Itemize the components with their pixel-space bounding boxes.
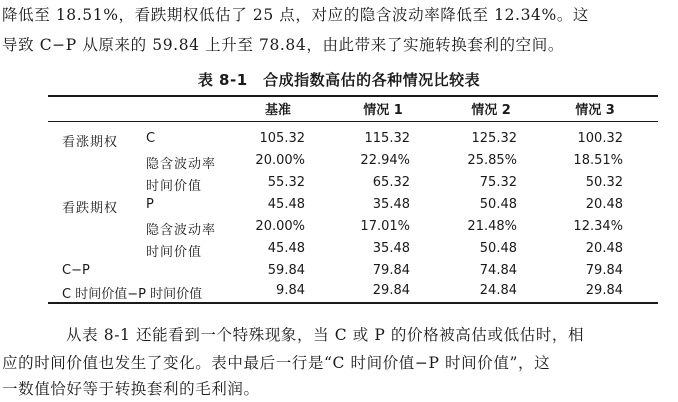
row-group-label: 看涨期权 (62, 135, 119, 150)
table-cell: 9.84 (276, 283, 305, 298)
row-item-label: 时间价值 (146, 245, 203, 260)
table-cell: 55.32 (267, 175, 305, 190)
table-cell: 50.48 (479, 197, 517, 212)
paragraph-line-5: 一数值恰好等于转换套利的毛利润。 (2, 380, 260, 398)
paragraph-line-2: 导致 C−P 从原来的 59.84 上升至 78.84，由此带来了实施转换套利的空间。 (2, 36, 564, 54)
table-cell: 50.48 (479, 241, 517, 256)
table-cell: 25.85% (467, 153, 517, 168)
table-cell: 100.32 (577, 131, 623, 146)
table-cell: 20.00% (255, 153, 305, 168)
table-cell: 59.84 (267, 263, 305, 278)
table-cell: 115.32 (364, 131, 410, 146)
table-cell: 21.48% (467, 219, 517, 234)
table-cell: 18.51% (573, 153, 623, 168)
table-cell: 50.32 (585, 175, 623, 190)
table-cell: 29.84 (585, 283, 623, 298)
table-cell: 74.84 (479, 263, 517, 278)
table-cell: 20.48 (585, 241, 623, 256)
paragraph-line-4: 应的时间价值也发生了变化。表中最后一行是“C 时间价值−P 时间价值”，这 (2, 354, 551, 372)
paragraph-line-3: 从表 8‑1 还能看到一个特殊现象，当 C 或 P 的价格被高估或低估时，相 (66, 326, 585, 344)
table-bottom-rule (48, 302, 658, 304)
row-item-label: 时间价值 (146, 179, 203, 194)
row-item-label: P (146, 197, 154, 212)
table-cell: 45.48 (267, 197, 305, 212)
row-group-label: 看跌期权 (62, 201, 119, 216)
table-cell: 12.34% (573, 219, 623, 234)
row-group-label: C−P (62, 263, 90, 278)
table-caption: 表 8‑1 合成指数高估的各种情况比较表 (197, 71, 481, 89)
table-cell: 105.32 (259, 131, 305, 146)
table-cell: 45.48 (267, 241, 305, 256)
table-cell: 125.32 (471, 131, 517, 146)
table-cell: 24.84 (479, 283, 517, 298)
header-case-3: 情况 3 (575, 103, 615, 118)
header-baseline: 基准 (264, 103, 291, 118)
row-group-label: C 时间价值−P 时间价值 (62, 287, 203, 302)
table-cell: 20.48 (585, 197, 623, 212)
table-header-rule (48, 121, 658, 122)
row-item-label: 隐含波动率 (146, 223, 217, 238)
table-cell: 29.84 (372, 283, 410, 298)
table-cell: 22.94% (360, 153, 410, 168)
table-cell: 65.32 (372, 175, 410, 190)
table-cell: 35.48 (372, 197, 410, 212)
paragraph-line-1: 降低至 18.51%，看跌期权低估了 25 点，对应的隐含波动率降低至 12.34%。这 (2, 6, 590, 24)
table-cell: 20.00% (255, 219, 305, 234)
table-top-rule (48, 95, 658, 97)
row-item-label: 隐含波动率 (146, 157, 217, 172)
table-cell: 75.32 (479, 175, 517, 190)
table-cell: 17.01% (360, 219, 410, 234)
header-case-1: 情况 1 (363, 103, 403, 118)
table-cell: 35.48 (372, 241, 410, 256)
table-cell: 79.84 (585, 263, 623, 278)
row-item-label: C (146, 131, 156, 146)
table-cell: 79.84 (372, 263, 410, 278)
header-case-2: 情况 2 (471, 103, 511, 118)
